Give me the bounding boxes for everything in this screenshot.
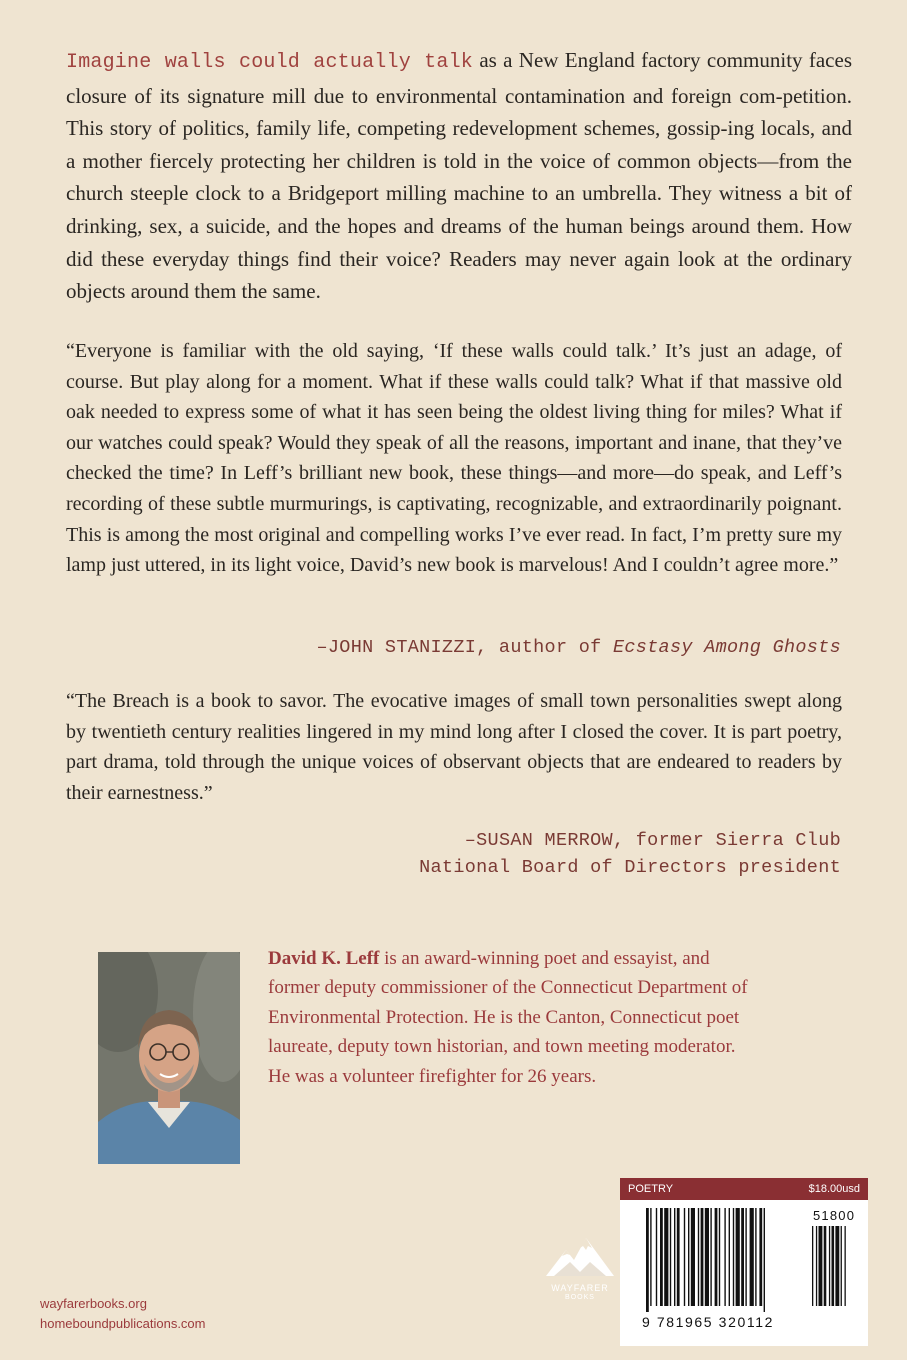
- barcode-box: [620, 1178, 868, 1346]
- price-code: 51800: [813, 1208, 856, 1223]
- back-cover-blurb: [66, 44, 852, 308]
- review-quote-stanizzi: “Everyone is familiar with the old saying, ‘If these walls could talk.’ It’s just an adage, of course. But play along for a moment. What if these walls could talk? What if that massive old oak needed to express some of what it has seen being the oldest living thing for miles? What if our watches could speak? Would they speak of all the reasons, important and inane, that they’ve checked the time? In Leff’s brilliant new book, these things—and more—do speak, and Leff’s recording of these subtle murmurings, is captivating, recognizable, and extraordinarily poignant. This is among the most original and compelling works I’ve ever read. In fact, I’m pretty sure my lamp just uttered, in its light voice, David’s new book is marvelous! And I couldn’t agree more.”: [66, 340, 842, 577]
- link-homebound[interactable]: homeboundpublications.com: [40, 1316, 206, 1331]
- author-bio-text: is an award-winning poet and essayist, and former deputy commissioner of the Connecticut Department of Environmental Protection. He is the Canton, Connecticut poet laureate, deputy town historian, and town meeting moderator. He was a volunteer firefighter for 26 years.: [268, 948, 748, 1087]
- review-quote-merrow: “The Breach is a book to savor. The evocative images of small town personalities swept along by twentieth century realities lingered in my mind long after I closed the cover. It is part poetry, part drama, told through the unique voices of observant objects that are endeared to readers by their earnestness.”: [66, 690, 842, 804]
- publisher-links: [40, 1294, 206, 1334]
- author-bio: [268, 944, 758, 1091]
- blurb-body: as a New England factory community faces closure of its signature mill due to environmental contamination and foreign com-petition. This story of politics, family life, competing redevelopment schemes, gossip-ing locals, and a mother fiercely protecting her children is told in the voice of common objects—from the church steeple clock to a Bridgeport milling machine to an umbrella. They witness a bit of drinking, sex, a suicide, and the hopes and dreams of the human beings around them. How did these everyday things find their voice? Readers may never again look at the ordinary objects around them the same.: [66, 48, 852, 304]
- attribution-stanizzi-title: Ecstasy Among Ghosts: [612, 637, 841, 658]
- attribution-merrow: [419, 827, 841, 881]
- barcode-banner: [620, 1178, 868, 1200]
- barcode-area: [620, 1200, 868, 1346]
- link-wayfarer[interactable]: wayfarerbooks.org: [40, 1296, 147, 1311]
- author-photo: [98, 952, 240, 1164]
- book-category: POETRY: [628, 1183, 674, 1195]
- attribution-stanizzi: [317, 634, 842, 661]
- mountain-logo-icon: [540, 1232, 620, 1278]
- attribution-merrow-line1: –SUSAN MERROW, former Sierra Club: [464, 830, 841, 851]
- author-name: David K. Leff: [268, 948, 380, 969]
- publisher-wordmark-line2: BOOKS: [565, 1294, 595, 1301]
- book-price: $18.00usd: [808, 1183, 860, 1195]
- publisher-logo: [540, 1232, 620, 1302]
- blurb-lead: Imagine walls could actually talk: [66, 51, 473, 74]
- attribution-merrow-line2: National Board of Directors president: [419, 857, 841, 878]
- attribution-stanizzi-prefix: –JOHN STANIZZI, author of: [316, 637, 613, 658]
- isbn-number: 9 781965 320112: [642, 1314, 774, 1330]
- publisher-wordmark-line1: WAYFARER: [551, 1283, 609, 1293]
